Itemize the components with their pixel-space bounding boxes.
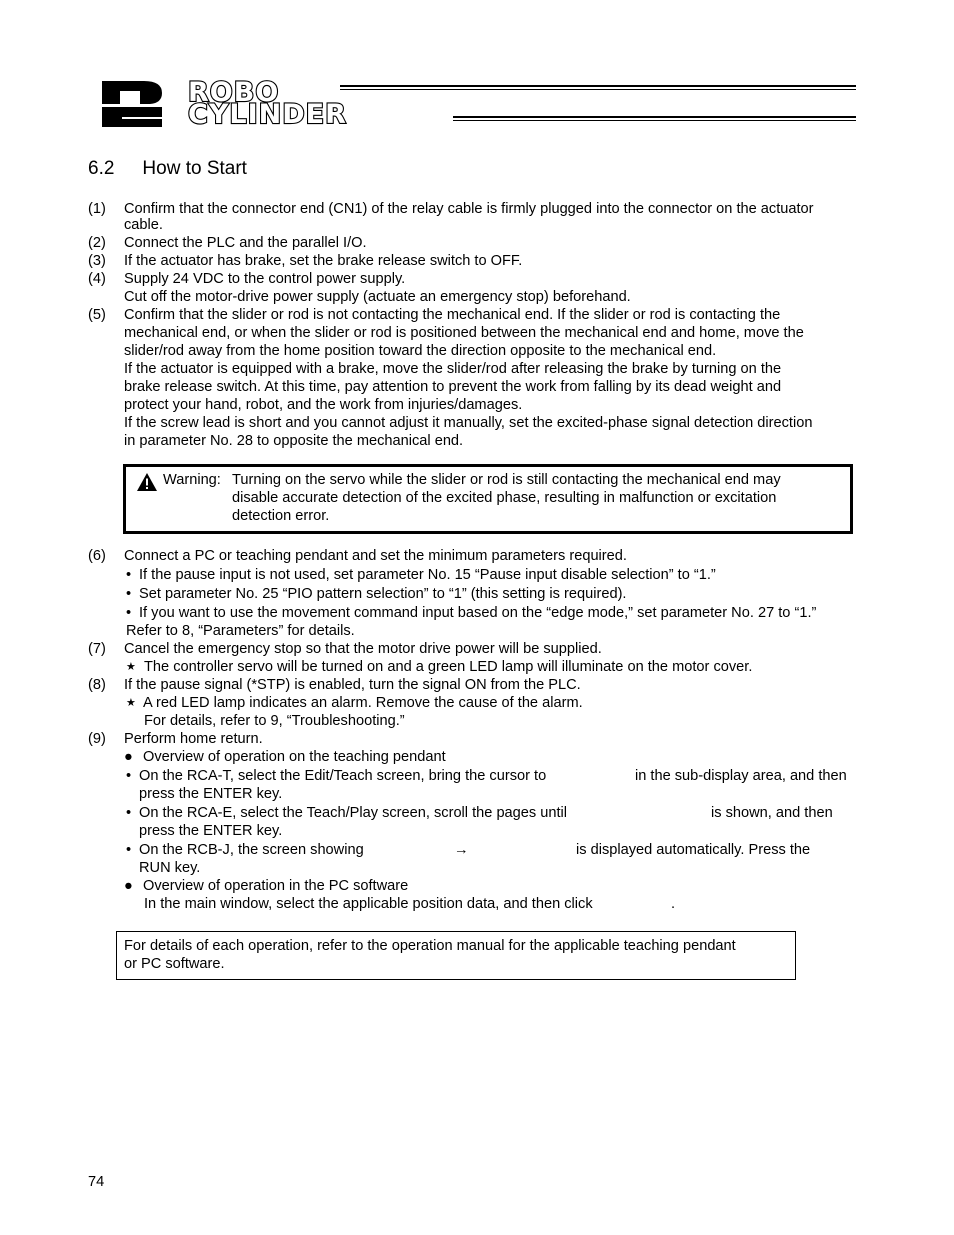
step-text: For details, refer to 9, “Troubleshooting.” xyxy=(144,713,405,729)
page-number: 74 xyxy=(88,1174,105,1190)
bullet-item: RUN key. xyxy=(139,860,201,876)
step-text: Refer to 8, “Parameters” for details. xyxy=(126,623,355,639)
robo-cylinder-logo-mark xyxy=(100,77,182,129)
overview-heading: Overview of operation on the teaching pendant xyxy=(143,749,446,765)
filled-circle-icon: ● xyxy=(124,878,133,894)
step-text: In the main window, select the applicable position data, and then click xyxy=(144,896,593,912)
bullet-item: On the RCA-E, select the Teach/Play screen, scroll the pages until xyxy=(139,805,568,821)
bullet-icon: • xyxy=(126,586,132,602)
bullet-item: On the RCA-T, select the Edit/Teach screen, bring the cursor to xyxy=(139,768,547,784)
step-number: (5) xyxy=(88,307,106,323)
step-text: Connect a PC or teaching pendant and set the minimum parameters required. xyxy=(124,548,627,564)
step-text: Supply 24 VDC to the control power supply. xyxy=(124,271,406,287)
bullet-item: in the sub-display area, and then xyxy=(635,768,847,784)
step-number: (1) xyxy=(88,201,106,217)
bullet-item: press the ENTER key. xyxy=(139,786,283,802)
step-number: (9) xyxy=(88,731,106,747)
warning-label: Warning: xyxy=(163,472,221,488)
step-text: . xyxy=(671,896,676,912)
bullet-item: Set parameter No. 25 “PIO pattern selection” to “1” (this setting is required). xyxy=(139,586,627,602)
section-title: How to Start xyxy=(142,158,247,179)
warning-triangle-icon xyxy=(136,472,158,497)
bullet-item: On the RCB-J, the screen showing xyxy=(139,842,364,858)
bullet-item: press the ENTER key. xyxy=(139,823,283,839)
step-number: (8) xyxy=(88,677,106,693)
step-text: If the screw lead is short and you cannot adjust it manually, set the excited-phase signal detection direction xyxy=(124,415,813,431)
bullet-item: If the pause input is not used, set parameter No. 15 “Pause input disable selection” to “1.” xyxy=(139,567,716,583)
warning-text: detection error. xyxy=(232,508,330,524)
step-text: mechanical end, or when the slider or rod is positioned between the mechanical end and home, move the xyxy=(124,325,804,341)
bullet-icon: • xyxy=(126,605,132,621)
warning-text: Turning on the servo while the slider or rod is still contacting the mechanical end may xyxy=(232,472,781,488)
step-number: (7) xyxy=(88,641,106,657)
filled-circle-icon: ● xyxy=(124,749,133,765)
step-text: If the actuator has brake, set the brake release switch to OFF. xyxy=(124,253,523,269)
right-arrow-icon: → xyxy=(454,842,469,858)
star-note: The controller servo will be turned on and a green LED lamp will illuminate on the motor cover. xyxy=(144,659,753,675)
step-text: Cancel the emergency stop so that the motor drive power will be supplied. xyxy=(124,641,602,657)
star-icon: ★ xyxy=(126,661,136,673)
star-note: A red LED lamp indicates an alarm. Remove the cause of the alarm. xyxy=(143,695,583,711)
bullet-item: If you want to use the movement command input based on the “edge mode,” set parameter No. 27 to “1.” xyxy=(139,605,817,621)
note-text: For details of each operation, refer to the operation manual for the applicable teaching pendant xyxy=(124,938,736,954)
bullet-icon: • xyxy=(126,842,132,858)
bullet-icon: • xyxy=(126,567,132,583)
section-number: 6.2 xyxy=(88,158,115,179)
warning-text: disable accurate detection of the excited phase, resulting in malfunction or excitation xyxy=(232,490,777,506)
overview-heading: Overview of operation in the PC software xyxy=(143,878,409,894)
step-text: protect your hand, robot, and the work from injuries/damages. xyxy=(124,397,523,413)
step-text: If the pause signal (*STP) is enabled, turn the signal ON from the PLC. xyxy=(124,677,581,693)
note-text: or PC software. xyxy=(124,956,225,972)
step-number: (3) xyxy=(88,253,106,269)
step-number: (4) xyxy=(88,271,106,287)
star-icon: ★ xyxy=(126,697,136,709)
bullet-item: is displayed automatically. Press the xyxy=(576,842,811,858)
header-rule-bottom xyxy=(453,116,856,121)
step-text: Cut off the motor-drive power supply (actuate an emergency stop) beforehand. xyxy=(124,289,631,305)
header-rule-top xyxy=(340,85,856,90)
logo-cylinder-text: CYLINDER xyxy=(188,99,347,130)
step-text: brake release switch. At this time, pay attention to prevent the work from falling by its dead weight and xyxy=(124,379,782,395)
step-text: If the actuator is equipped with a brake, move the slider/rod after releasing the brake by turning on the xyxy=(124,361,782,377)
step-text: Confirm that the slider or rod is not contacting the mechanical end. If the slider or rod is contacting the xyxy=(124,307,781,323)
step-number: (6) xyxy=(88,548,106,564)
step-text: Connect the PLC and the parallel I/O. xyxy=(124,235,367,251)
bullet-item: is shown, and then xyxy=(711,805,833,821)
step-text: slider/rod away from the home position toward the direction opposite to the mechanical end. xyxy=(124,343,717,359)
bullet-icon: • xyxy=(126,768,132,784)
step-text: Confirm that the connector end (CN1) of the relay cable is firmly plugged into the connector on the actuator xyxy=(124,201,814,217)
logo-robo-text: ROBO xyxy=(188,77,280,108)
step-number: (2) xyxy=(88,235,106,251)
step-text: in parameter No. 28 to opposite the mechanical end. xyxy=(124,433,464,449)
step-text: cable. xyxy=(124,217,163,233)
section-heading xyxy=(88,158,247,180)
bullet-icon: • xyxy=(126,805,132,821)
step-text: Perform home return. xyxy=(124,731,263,747)
